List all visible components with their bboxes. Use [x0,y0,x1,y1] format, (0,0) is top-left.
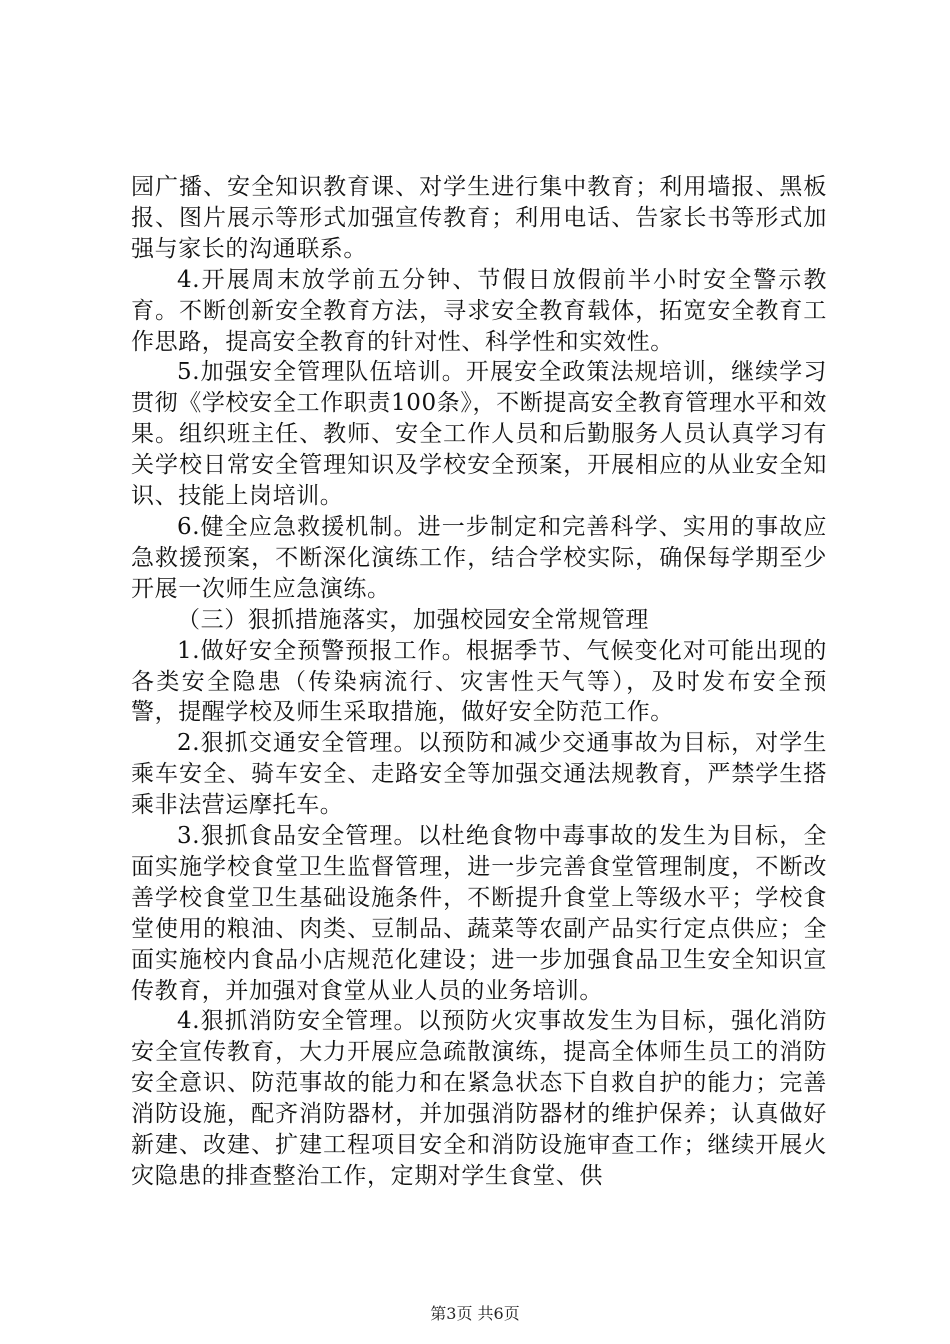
section-heading-3: （三）狠抓措施落实，加强校园安全常规管理 [177,606,649,633]
paragraph-continuation: 园广播、安全知识教育课、对学生进行集中教育；利用墙报、黑板报、图片展示等形式加强宣传教育；利用电话、告家长书等形式加强与家长的沟通联系。 [131,174,827,262]
paragraph-item-4-fire-safety: 4.狠抓消防安全管理。以预防火灾事故发生为目标，强化消防安全宣传教育，大力开展应急疏散演练，提高全体师生员工的消防安全意识、防范事故的能力和在紧急状态下自救自护的能力；完善消防设施，配齐消防器材，并加强消防器材的维护保养；认真做好新建、改建、扩建工程项目安全和消防设施审查工作；继续开展火灾隐患的排查整治工作，定期对学生食堂、供 [131,1008,827,1189]
paragraph-item-5-staff-training: 5.加强安全管理队伍培训。开展安全政策法规培训，继续学习贯彻《学校安全工作职责100条》，不断提高安全教育管理水平和效果。组织班主任、教师、安全工作人员和后勤服务人员认真学习有关学校日常安全管理知识及学校安全预案，开展相应的从业安全知识、技能上岗培训。 [131,359,827,510]
page-number-footer: 第3页 共6页 [430,1304,520,1323]
paragraph-item-4-warning-education: 4.开展周末放学前五分钟、节假日放假前半小时安全警示教育。不断创新安全教育方法，寻求安全教育载体，拓宽安全教育工作思路，提高安全教育的针对性、科学性和实效性。 [131,266,827,355]
paragraph-item-3-food-safety: 3.狠抓食品安全管理。以杜绝食物中毒事故的发生为目标，全面实施学校食堂卫生监督管理，进一步完善食堂管理制度，不断改善学校食堂卫生基础设施条件，不断提升食堂上等级水平；学校食堂使用的粮油、肉类、豆制品、蔬菜等农副产品实行定点供应；全面实施校内食品小店规范化建设；进一步加强食品卫生安全知识宣传教育，并加强对食堂从业人员的业务培训。 [131,823,827,1004]
document-body [131,172,827,1192]
paragraph-item-6-emergency-mechanism: 6.健全应急救援机制。进一步制定和完善科学、实用的事故应急救援预案，不断深化演练工作，结合学校实际，确保每学期至少开展一次师生应急演练。 [131,513,827,602]
paragraph-item-1-early-warning: 1.做好安全预警预报工作。根据季节、气候变化对可能出现的各类安全隐患（传染病流行、灾害性天气等），及时发布安全预警，提醒学校及师生采取措施，做好安全防范工作。 [131,637,827,726]
paragraph-item-2-traffic-safety: 2.狠抓交通安全管理。以预防和减少交通事故为目标，对学生乘车安全、骑车安全、走路安全等加强交通法规教育，严禁学生搭乘非法营运摩托车。 [131,730,827,819]
